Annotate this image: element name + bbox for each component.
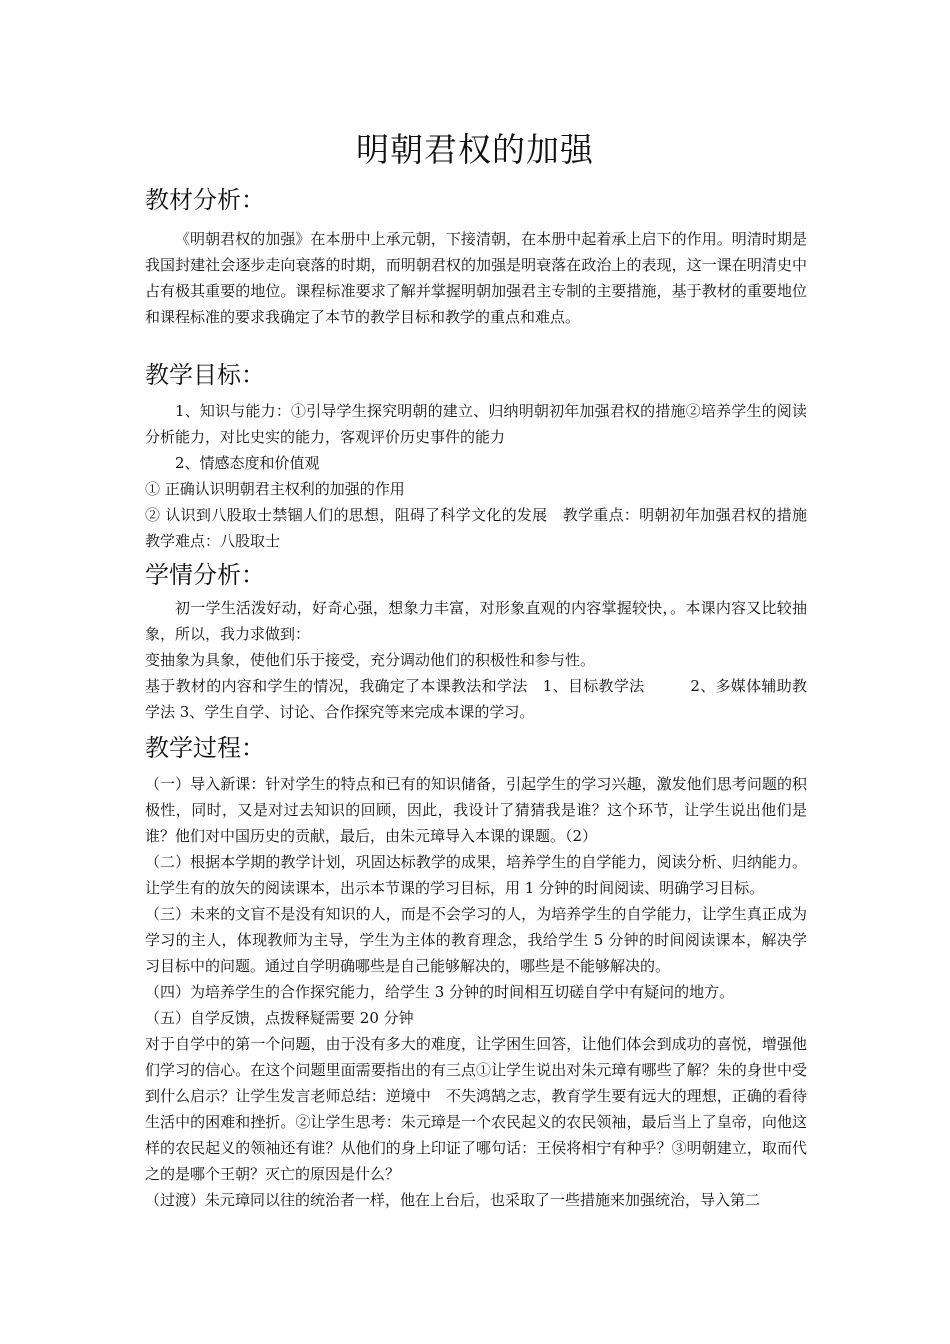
section-heading-goals: 教学目标：: [145, 361, 265, 389]
section-heading-process: 教学过程：: [145, 734, 265, 762]
section-body-analysis: [145, 226, 807, 330]
goals-paragraph-item-1: ① 正确认识明朝君主权利的加强的作用: [145, 480, 405, 498]
section-body-process: [145, 771, 807, 1213]
process-paragraph-5: （五）自学反馈，点拨释疑需要 20 分钟: [145, 1009, 414, 1027]
goals-paragraph-knowledge: 1、知识与能力：①引导学生探究明朝的建立、归纳明朝初年加强君权的措施②培养学生的阅读分析能力，对比史实的能力，客观评价历史事件的能力: [145, 402, 807, 446]
students-paragraph-2: 变抽象为具象，使他们乐于接受，充分调动他们的积极性和参与性。: [145, 651, 596, 669]
page-title: 明朝君权的加强: [356, 130, 594, 169]
process-paragraph-7: （过渡）朱元璋同以往的统治者一样，他在上台后，也采取了一些措施来加强统治，导入第二: [145, 1191, 761, 1209]
process-paragraph-3: （三）未来的文盲不是没有知识的人，而是不会学习的人，为培养学生的自学能力，让学生真正成为学习的主人，体现教师为主导，学生为主体的教育理念，我给学生 5 分钟的时间阅读课本，解决学习目标中的问题。通过自学明确哪些是自己能够解决的，哪些是不能够解决的。: [145, 905, 807, 975]
section-heading-students: 学情分析：: [145, 561, 265, 589]
section-body-students: [145, 595, 807, 725]
process-paragraph-1: （一）导入新课：针对学生的特点和已有的知识储备，引起学生的学习兴趣，激发他们思考问题的积极性，同时，又是对过去知识的回顾，因此，我设计了猜猜我是谁？这个环节，让学生说出他们是谁？他们对中国历史的贡献，最后，由朱元璋导入本课的课题。（2）: [145, 775, 807, 845]
section-body-goals: [145, 398, 823, 554]
goals-paragraph-attitude-heading: 2、情感态度和价值观: [175, 454, 320, 472]
students-paragraph-1: 初一学生活泼好动，好奇心强，想象力丰富，对形象直观的内容掌握较快，。本课内容又比较抽象，所以，我力求做到：: [145, 599, 807, 643]
process-paragraph-4: （四）为培养学生的合作探究能力，给学生 3 分钟的时间相互切磋自学中有疑问的地方。: [145, 983, 735, 1001]
goals-paragraph-item-2: ② 认识到八股取士禁锢人们的思想，阻碍了科学文化的发展 教学重点：明朝初年加强君权的措施 教学难点：八股取士: [145, 506, 823, 550]
section-heading-analysis: 教材分析：: [145, 186, 265, 214]
students-paragraph-3: 基于教材的内容和学生的情况，我确定了本课教法和学法 1、目标教学法 2、多媒体辅助教学法 3、学生自学、讨论、合作探究等来完成本课的学习。: [145, 677, 807, 721]
process-paragraph-2: （二）根据本学期的教学计划，巩固达标教学的成果，培养学生的自学能力，阅读分析、归纳能力。让学生有的放矢的阅读课本，出示本节课的学习目标，用 1 分钟的时间阅读、明确学习目标。: [145, 853, 807, 897]
analysis-paragraph: 《明朝君权的加强》在本册中上承元朝，下接清朝，在本册中起着承上启下的作用。明清时期是我国封建社会逐步走向衰落的时期，而明朝君权的加强是明衰落在政治上的表现，这一课在明清史中占有极其重要的地位。课程标准要求了解并掌握明朝加强君主专制的主要措施，基于教材的重要地位和课程标准的要求我确定了本节的教学目标和教学的重点和难点。: [145, 230, 807, 326]
process-paragraph-6: 对于自学中的第一个问题，由于没有多大的难度，让学困生回答，让他们体会到成功的喜悦，增强他们学习的信心。在这个问题里面需要指出的有三点①让学生说出对朱元璋有哪些了解？朱的身世中受到什么启示？让学生发言老师总结：逆境中 不失鸿鹄之志，教育学生要有远大的理想，正确的看待生活中的困难和挫折。②让学生思考：朱元璋是一个农民起义的农民领袖，最后当上了皇帝，向他这样的农民起义的领袖还有谁？从他们的身上印证了哪句话：王侯将相宁有种乎？③明朝建立，取而代之的是哪个王朝？灭亡的原因是什么？: [145, 1035, 807, 1183]
